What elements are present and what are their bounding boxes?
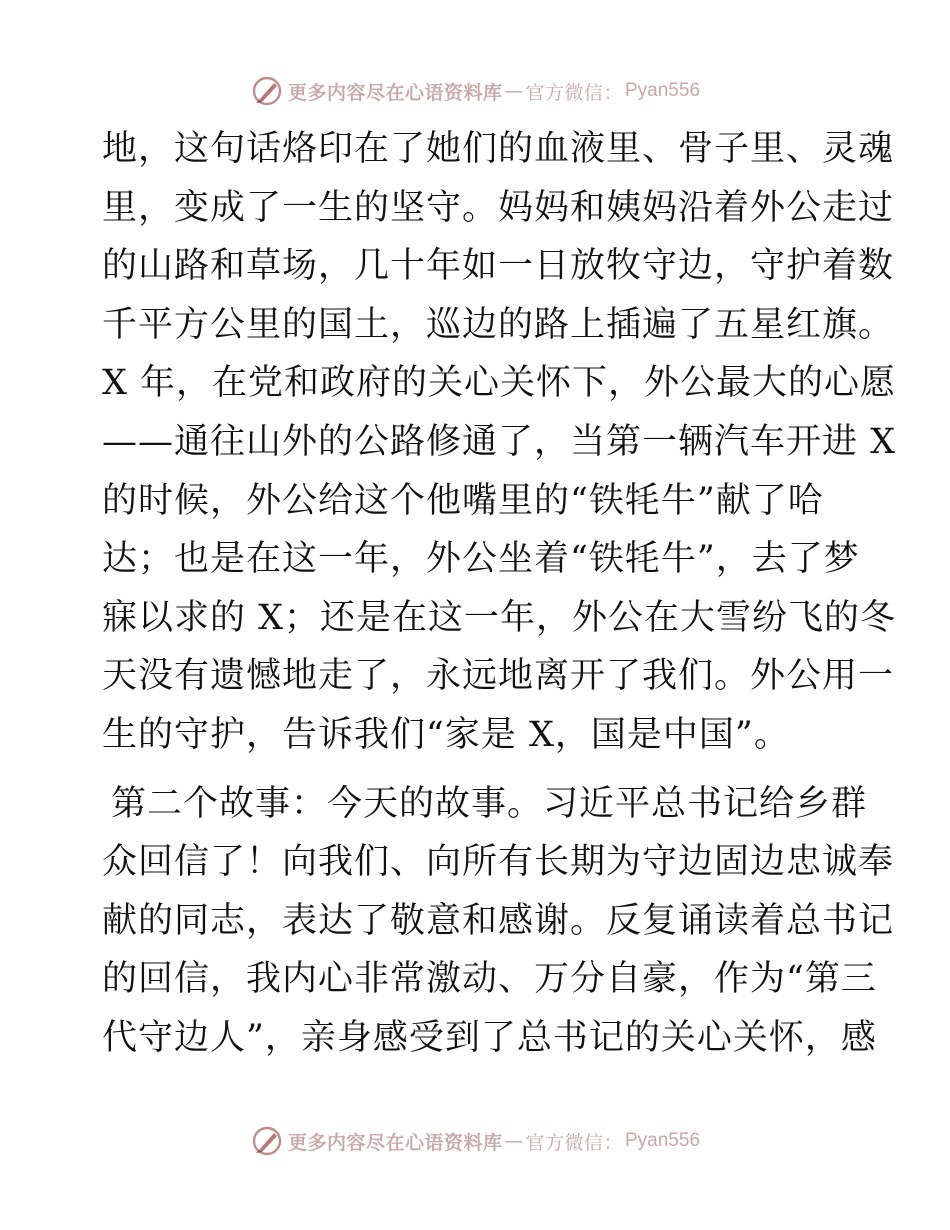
text-line: 众回信了！向我们、向所有长期为守边固边忠诚奉 — [102, 842, 895, 883]
footer-watermark — [0, 1124, 950, 1158]
text-line: 的回信，我内心非常激动、万分自豪，作为“第三 — [102, 959, 877, 1000]
text-line: 的山路和草场，几十年如一日放牧守边，守护着数 — [102, 246, 895, 287]
text-line: 代守边人”，亲身感受到了总书记的关心关怀，感 — [102, 1017, 877, 1058]
pen-logo-icon — [250, 1124, 284, 1158]
text-line: 的时候，外公给这个他嘴里的“铁牦牛”献了哈 — [102, 480, 824, 521]
text-line: 献的同志，表达了敬意和感谢。反复诵读着总书记 — [102, 900, 895, 941]
paragraph-2 — [102, 775, 895, 1068]
watermark-dash: — — [504, 1130, 524, 1152]
text-line: X 年，在党和政府的关心关怀下，外公最大的心愿 — [102, 363, 897, 404]
text-line: 生的守护，告诉我们“家是 X，国是中国”。 — [102, 714, 790, 755]
text-line: 里，变成了一生的坚守。妈妈和姨妈沿着外公走过 — [102, 187, 895, 228]
paragraph-gap — [102, 765, 862, 775]
paragraph-1 — [102, 120, 897, 765]
text-line: 第二个故事：今天的故事。习近平总书记给乡群 — [111, 783, 868, 824]
watermark-dash: — — [504, 80, 524, 102]
text-line: 地，这句话烙印在了她们的血液里、骨子里、灵魂 — [102, 129, 895, 169]
document-body — [102, 120, 897, 1068]
text-line: 寐以求的 X；还是在这一年，外公在大雪纷飞的冬 — [102, 597, 897, 638]
watermark-text: 更多内容尽在心语资料库 — [287, 81, 503, 104]
header-watermark — [0, 74, 950, 108]
watermark-brand: 官方微信： — [525, 81, 623, 104]
watermark-wechat-id: Pyan556 — [625, 1130, 701, 1151]
text-line: ——通往山外的公路修通了，当第一辆汽车开进 X — [102, 421, 897, 462]
watermark-brand: 官方微信： — [525, 1131, 623, 1154]
text-line: 天没有遗憾地走了，永远地离开了我们。外公用一 — [102, 656, 895, 697]
watermark-wechat-id: Pyan556 — [625, 80, 701, 101]
pen-logo-icon — [250, 74, 284, 108]
text-line: 千平方公里的国土，巡边的路上插遍了五星红旗。 — [102, 304, 895, 345]
watermark-text: 更多内容尽在心语资料库 — [287, 1131, 503, 1154]
text-line: 达；也是在这一年，外公坐着“铁牦牛”，去了梦 — [102, 539, 860, 580]
